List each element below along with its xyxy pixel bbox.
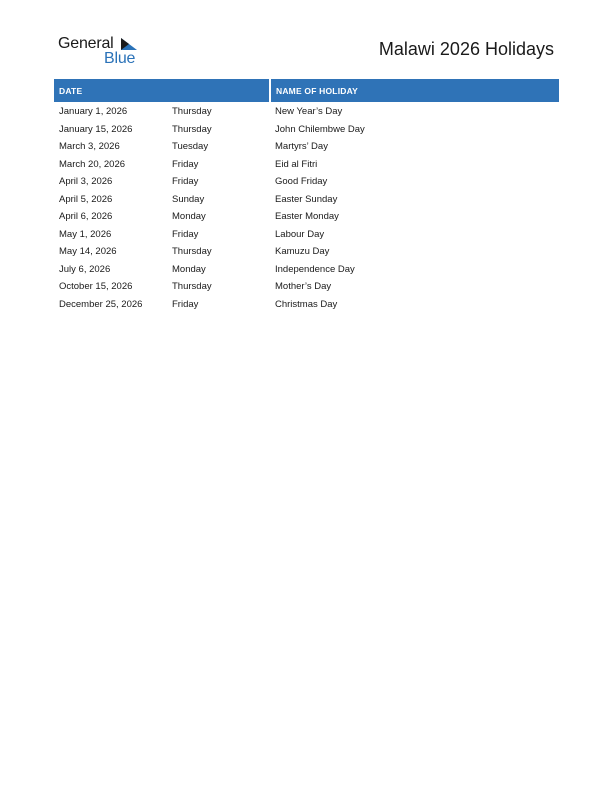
holiday-weekday-cell: Sunday (172, 193, 205, 205)
holiday-date-cell: October 15, 2026 (59, 281, 133, 293)
column-header-date: DATE (54, 79, 270, 102)
holiday-weekday-cell: Tuesday (172, 141, 209, 153)
holiday-weekday-cell: Thursday (172, 106, 212, 118)
holiday-name-cell: New Year’s Day (275, 106, 343, 118)
holiday-date-cell: March 20, 2026 (59, 158, 126, 170)
table-row (54, 243, 559, 261)
table-row (54, 102, 559, 121)
holiday-name-cell: Independence Day (275, 263, 355, 275)
holiday-date-cell: January 1, 2026 (59, 106, 128, 118)
holiday-weekday-cell: Friday (172, 298, 199, 310)
holiday-date-cell: May 1, 2026 (59, 228, 112, 240)
table-row (54, 191, 559, 209)
holiday-name-cell: Easter Monday (275, 211, 339, 223)
table-body (54, 102, 559, 313)
table-row (54, 138, 559, 156)
holiday-name-cell: Good Friday (275, 176, 328, 188)
logo-text-general: General (58, 35, 114, 52)
table-row (54, 173, 559, 191)
holiday-date-cell: April 3, 2026 (59, 176, 113, 188)
holiday-weekday-cell: Friday (172, 176, 199, 188)
holiday-date-cell: May 14, 2026 (59, 246, 117, 258)
column-header-name: NAME OF HOLIDAY (270, 79, 559, 102)
holiday-name-cell: Eid al Fitri (275, 158, 318, 170)
table-row (54, 296, 559, 314)
holiday-name-cell: Martyrs’ Day (275, 141, 328, 153)
holiday-weekday-cell: Monday (172, 263, 206, 275)
holiday-date-cell: December 25, 2026 (59, 298, 143, 310)
holiday-name-cell: Kamuzu Day (275, 246, 330, 258)
holiday-weekday-cell: Friday (172, 158, 199, 170)
table-row (54, 278, 559, 296)
holiday-table (54, 79, 559, 313)
generalblue-logo (58, 34, 148, 68)
holiday-date-cell: March 3, 2026 (59, 141, 120, 153)
table-header-row (54, 79, 559, 102)
holiday-date-cell: April 5, 2026 (59, 193, 113, 205)
holiday-date-cell: July 6, 2026 (59, 263, 111, 275)
logo-text-blue: Blue (104, 50, 136, 67)
holiday-date-cell: April 6, 2026 (59, 211, 113, 223)
page-title: Malawi 2026 Holidays (378, 39, 554, 59)
holiday-weekday-cell: Thursday (172, 246, 212, 258)
holiday-date-cell: January 15, 2026 (59, 123, 133, 135)
holiday-name-cell: John Chilembwe Day (275, 123, 365, 135)
table-row (54, 226, 559, 244)
holiday-name-cell: Labour Day (275, 228, 325, 240)
holiday-weekday-cell: Thursday (172, 281, 212, 293)
holiday-name-cell: Christmas Day (275, 298, 338, 310)
holiday-weekday-cell: Friday (172, 228, 199, 240)
holiday-weekday-cell: Monday (172, 211, 206, 223)
table-row (54, 121, 559, 139)
table-row (54, 156, 559, 174)
holiday-name-cell: Mother’s Day (275, 281, 332, 293)
holiday-name-cell: Easter Sunday (275, 193, 338, 205)
table-row (54, 261, 559, 279)
holiday-weekday-cell: Thursday (172, 123, 212, 135)
table-row (54, 208, 559, 226)
